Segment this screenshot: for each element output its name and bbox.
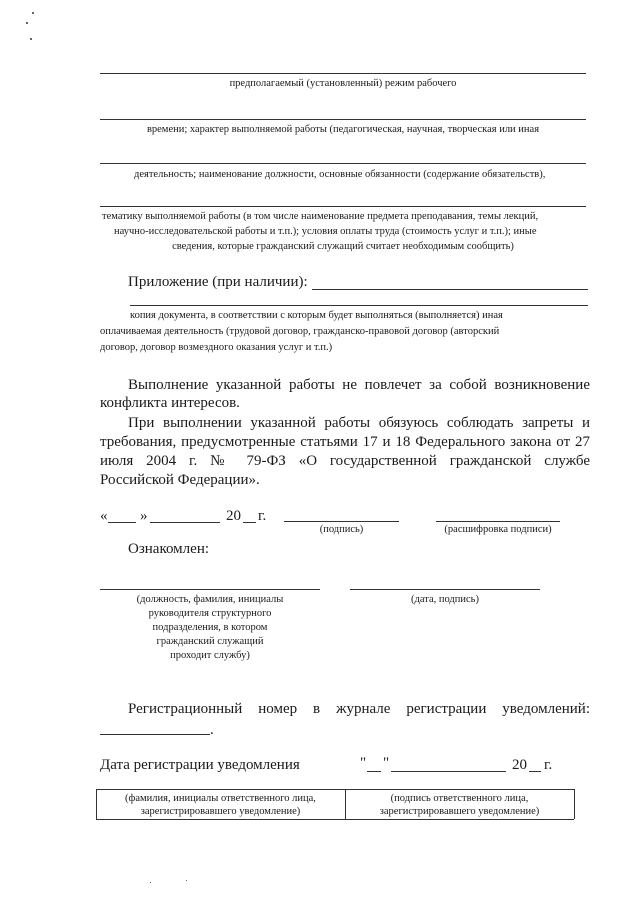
topics-caption-line-1: тематику выполняемой работы (в том числе наименование предмета преподавания, темы лекций,: [102, 211, 539, 222]
attachment-label: Приложение (при наличии):: [128, 274, 308, 290]
responsible-signature-caption-line-1: (подпись ответственного лица,: [390, 793, 529, 804]
registration-date-year-prefix: 20: [512, 757, 527, 773]
date-month-field[interactable]: [150, 522, 220, 523]
date-open-quote: «: [100, 508, 108, 524]
responsible-name-caption-line-2: зарегистрировавшего уведомление): [140, 806, 301, 817]
attachment-caption-line-2: оплачиваемая деятельность (трудовой договор, гражданско-правовой договор (авторский: [100, 326, 500, 337]
attachment-field-line-2: [130, 305, 588, 306]
head-caption-line-4: гражданский служащий: [156, 636, 264, 647]
registration-number-period: .: [210, 722, 214, 738]
obligation-paragraph-line-1: При выполнении указанной работы обязуюсь соблюдать запреты и: [128, 415, 590, 431]
scan-speck: [26, 22, 28, 24]
work-regime-field-line: [100, 73, 586, 74]
date-signature-field-line[interactable]: [350, 589, 540, 590]
date-close-quote: »: [140, 508, 148, 524]
scan-speck: [32, 12, 34, 14]
obligation-paragraph-line-4: Российской Федерации».: [100, 472, 260, 488]
attachment-caption-line-3: договор, договор возмездного оказания услуг и т.п.): [100, 342, 333, 353]
responsible-top-line: [96, 789, 574, 790]
date-day-field[interactable]: [108, 522, 136, 523]
work-regime-caption: предполагаемый (установленный) режим рабочего: [229, 78, 457, 89]
signature-decode-field-line[interactable]: [436, 521, 560, 522]
activity-caption: деятельность; наименование должности, основные обязанности (содержание обязательств),: [134, 169, 546, 180]
head-caption-line-3: подразделения, в котором: [152, 622, 268, 633]
registration-date-close-quote: ": [383, 755, 390, 771]
topics-caption-line-2: научно-исследовательской работы и т.п.); условия оплаты труда (стоимость услуг и т.п.); иные: [114, 226, 537, 237]
attachment-field-line: [312, 289, 588, 290]
registration-date-month-field[interactable]: [391, 771, 506, 772]
acquainted-label: Ознакомлен:: [128, 541, 210, 557]
conflict-paragraph-line-2: конфликта интересов.: [100, 395, 240, 411]
registration-date-year-field[interactable]: [529, 771, 541, 772]
responsible-bottom-line: [96, 819, 574, 820]
date-signature-caption: (дата, подпись): [411, 594, 479, 605]
responsible-right-edge: [574, 789, 575, 819]
registration-number-field-line[interactable]: [100, 734, 210, 735]
obligation-paragraph-line-2: требования, предусмотренные статьями 17 и 18 Федерального закона от 27: [100, 434, 590, 450]
scan-speck: [30, 38, 32, 40]
date-year-suffix: г.: [258, 508, 267, 524]
work-character-caption: времени; характер выполняемой работы (педагогическая, научная, творческая или иная: [146, 124, 540, 135]
head-caption-line-5: проходит службу): [170, 650, 250, 661]
head-field-line[interactable]: [100, 589, 320, 590]
activity-field-line: [100, 163, 586, 164]
signature-field-line[interactable]: [284, 521, 399, 522]
scan-speck: [186, 880, 187, 881]
topics-field-line: [100, 206, 586, 207]
date-year-prefix: 20: [226, 508, 241, 524]
registration-date-day-field[interactable]: [367, 771, 381, 772]
topics-caption-line-3: сведения, которые гражданский служащий считает необходимым сообщить): [172, 241, 514, 252]
responsible-name-caption-line-1: (фамилия, инициалы ответственного лица,: [125, 793, 316, 804]
registration-date-label: Дата регистрации уведомления: [100, 757, 300, 773]
head-caption-line-1: (должность, фамилия, инициалы: [136, 594, 284, 605]
registration-date-year-suffix: г.: [544, 757, 553, 773]
registration-date-open-quote: ": [360, 755, 367, 771]
date-year-field[interactable]: [243, 522, 256, 523]
registration-number-text: Регистрационный номер в журнале регистрации уведомлений:: [128, 701, 590, 717]
conflict-paragraph-line-1: Выполнение указанной работы не повлечет за собой возникновение: [128, 377, 590, 393]
head-caption-line-2: руководителя структурного: [148, 608, 272, 619]
work-character-field-line: [100, 119, 586, 120]
obligation-paragraph-line-3: июля 2004 г. № 79-ФЗ «О государственной гражданской службе: [100, 453, 590, 469]
attachment-caption-line-1: копия документа, в соответствии с которым будет выполняться (выполняется) иная: [130, 310, 503, 321]
scan-speck: [150, 882, 151, 883]
responsible-signature-caption-line-2: зарегистрировавшего уведомление): [379, 806, 540, 817]
signature-decode-caption: (расшифровка подписи): [444, 524, 552, 535]
signature-caption: (подпись): [319, 524, 364, 535]
